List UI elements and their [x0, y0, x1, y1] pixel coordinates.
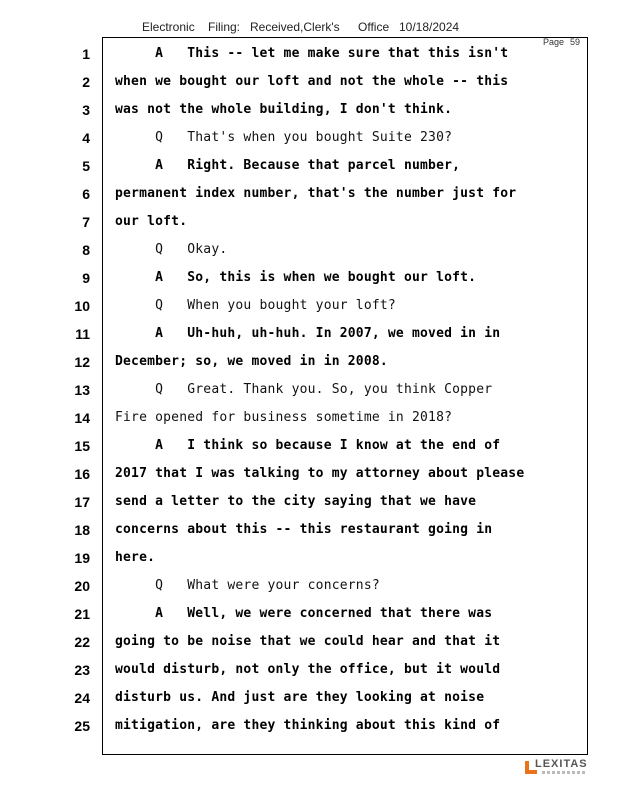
transcript-line — [0, 408, 618, 428]
line-text: concerns about this -- this restaurant going in — [115, 522, 493, 537]
transcript-line — [0, 296, 618, 316]
line-number: 23 — [74, 662, 90, 678]
line-text: going to be noise that we could hear and that it — [115, 634, 501, 649]
line-number: 6 — [82, 186, 90, 202]
line-text: permanent index number, that's the number just for — [115, 186, 517, 201]
line-number: 2 — [82, 74, 90, 90]
line-number: 10 — [74, 298, 90, 314]
line-text: Q Great. Thank you. So, you think Copper — [115, 382, 493, 397]
line-text: disturb us. And just are they looking at noise — [115, 690, 485, 705]
transcript-line — [0, 548, 618, 568]
line-number: 19 — [74, 550, 90, 566]
transcript-line — [0, 604, 618, 624]
line-text: A I think so because I know at the end of — [115, 438, 501, 453]
line-text: A This -- let me make sure that this isn't — [115, 46, 509, 61]
lexitas-logo — [524, 757, 594, 779]
lexitas-wordmark: LEXITAS — [535, 758, 588, 770]
line-number: 13 — [74, 382, 90, 398]
transcript-line — [0, 128, 618, 148]
line-text: would disturb, not only the office, but it would — [115, 662, 501, 677]
line-number: 11 — [75, 326, 90, 342]
line-text: A So, this is when we bought our loft. — [115, 270, 477, 285]
line-text: Q Okay. — [115, 242, 228, 257]
line-text: A Right. Because that parcel number, — [115, 158, 461, 173]
line-text: 2017 that I was talking to my attorney about please — [115, 466, 525, 481]
transcript-line — [0, 632, 618, 652]
line-number: 18 — [74, 522, 90, 538]
transcript-line — [0, 352, 618, 372]
transcript-line — [0, 72, 618, 92]
transcript-line — [0, 520, 618, 540]
transcript-line — [0, 464, 618, 484]
transcript-line — [0, 660, 618, 680]
line-number: 17 — [74, 494, 90, 510]
transcript-line — [0, 436, 618, 456]
line-number: 16 — [74, 466, 90, 482]
line-text: mitigation, are they thinking about this kind of — [115, 718, 501, 733]
line-text: Q What were your concerns? — [115, 578, 380, 593]
line-number: 4 — [82, 130, 90, 146]
header-filing: Filing: — [208, 20, 241, 34]
line-number: 15 — [74, 438, 90, 454]
line-text: A Uh-huh, uh-huh. In 2007, we moved in in — [115, 326, 501, 341]
line-text: was not the whole building, I don't think. — [115, 102, 453, 117]
line-number: 1 — [82, 46, 90, 62]
filing-header — [0, 20, 618, 36]
header-electronic: Electronic — [142, 20, 195, 34]
transcript-line — [0, 324, 618, 344]
transcript-line — [0, 492, 618, 512]
line-number: 14 — [74, 410, 90, 426]
line-text: when we bought our loft and not the whole -- this — [115, 74, 509, 89]
line-text: Q When you bought your loft? — [115, 298, 396, 313]
line-number: 9 — [82, 270, 90, 286]
transcript-line — [0, 268, 618, 288]
line-number: 5 — [82, 158, 90, 174]
transcript-line — [0, 156, 618, 176]
line-number: 3 — [82, 102, 90, 118]
line-number: 24 — [74, 690, 90, 706]
line-number: 20 — [74, 578, 90, 594]
header-date: 10/18/2024 — [399, 20, 460, 34]
line-text: Fire opened for business sometime in 2018? — [115, 410, 453, 425]
header-received: Received,Clerk's — [250, 20, 340, 34]
transcript-line — [0, 688, 618, 708]
header-office: Office — [358, 20, 390, 34]
transcript-line — [0, 240, 618, 260]
transcript-line — [0, 44, 618, 64]
line-text: send a letter to the city saying that we have — [115, 494, 477, 509]
line-number: 22 — [74, 634, 90, 650]
line-text: Q That's when you bought Suite 230? — [115, 130, 453, 145]
line-number: 21 — [74, 606, 90, 622]
transcript-line — [0, 184, 618, 204]
line-text: A Well, we were concerned that there was — [115, 606, 493, 621]
transcript-line — [0, 100, 618, 120]
transcript-line — [0, 212, 618, 232]
page-label: Page — [543, 37, 565, 47]
line-number: 12 — [74, 354, 90, 370]
transcript-line — [0, 380, 618, 400]
line-number: 8 — [82, 242, 90, 258]
line-number: 7 — [82, 214, 90, 230]
line-text: December; so, we moved in in 2008. — [115, 354, 388, 369]
line-number: 25 — [74, 718, 90, 734]
line-text: here. — [115, 550, 156, 565]
lexitas-tagline-decoration — [542, 771, 587, 774]
page-number-value: 59 — [570, 37, 581, 47]
transcript-line — [0, 576, 618, 596]
transcript-line — [0, 716, 618, 736]
line-text: our loft. — [115, 214, 188, 229]
